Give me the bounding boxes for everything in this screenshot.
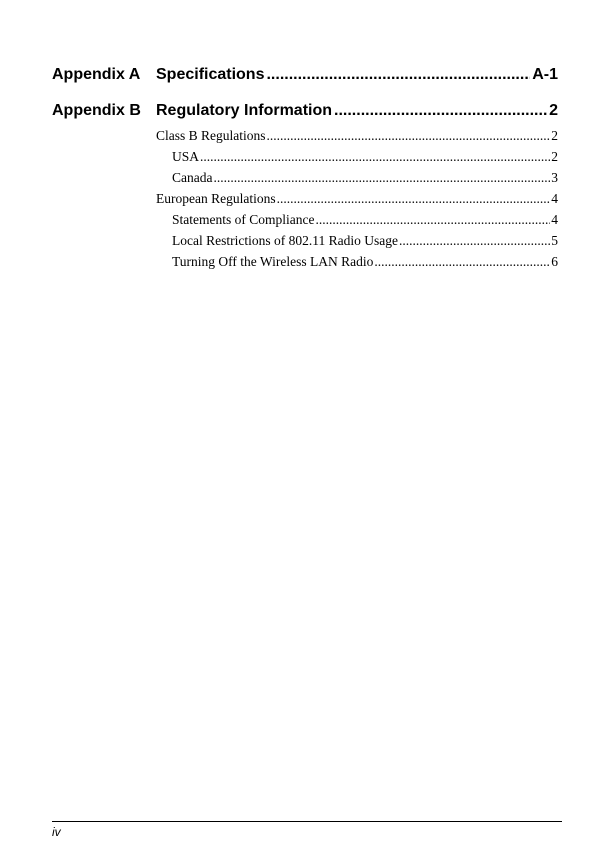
dot-leader xyxy=(277,191,551,207)
toc-entry-class-b-regulations[interactable] xyxy=(156,128,558,149)
dot-leader xyxy=(374,254,550,270)
appendix-title: Specifications xyxy=(156,66,265,83)
entry-page: 2 xyxy=(551,128,558,143)
entry-page: 6 xyxy=(551,254,558,269)
dot-leader xyxy=(200,149,550,165)
toc-entry-turning-off-wlan-radio[interactable] xyxy=(172,254,558,275)
table-of-contents xyxy=(52,66,558,275)
appendix-label: Appendix B xyxy=(52,102,141,119)
toc-entry-european-regulations[interactable] xyxy=(156,191,558,212)
appendix-label: Appendix A xyxy=(52,66,141,83)
dot-leader xyxy=(266,66,530,84)
entry-page: 4 xyxy=(551,212,558,227)
appendix-page: A-1 xyxy=(532,66,558,83)
entry-title: Canada xyxy=(172,170,213,185)
toc-entry-statements-of-compliance[interactable] xyxy=(172,212,558,233)
entry-title: European Regulations xyxy=(156,191,276,206)
entry-page: 5 xyxy=(551,233,558,248)
dot-leader xyxy=(315,212,550,228)
toc-entry-canada[interactable] xyxy=(172,170,558,191)
toc-appendix-a[interactable] xyxy=(52,66,558,92)
footer-divider xyxy=(52,821,562,822)
entry-title: Turning Off the Wireless LAN Radio xyxy=(172,254,374,269)
footer-page-number: iv xyxy=(52,825,61,839)
toc-appendix-b[interactable] xyxy=(52,102,558,128)
dot-leader xyxy=(213,170,550,186)
appendix-page: 2 xyxy=(549,102,558,119)
entry-title: Statements of Compliance xyxy=(172,212,315,227)
entry-page: 4 xyxy=(551,191,558,206)
dot-leader xyxy=(399,233,550,249)
entry-page: 2 xyxy=(551,149,558,164)
dot-leader xyxy=(267,128,551,144)
entry-page: 3 xyxy=(551,170,558,185)
toc-entry-local-restrictions[interactable] xyxy=(172,233,558,254)
entry-title: USA xyxy=(172,149,200,164)
entry-title: Class B Regulations xyxy=(156,128,266,143)
toc-entry-usa[interactable] xyxy=(172,149,558,170)
entry-title: Local Restrictions of 802.11 Radio Usage xyxy=(172,233,398,248)
dot-leader xyxy=(334,102,547,120)
appendix-title: Regulatory Information xyxy=(156,102,333,119)
